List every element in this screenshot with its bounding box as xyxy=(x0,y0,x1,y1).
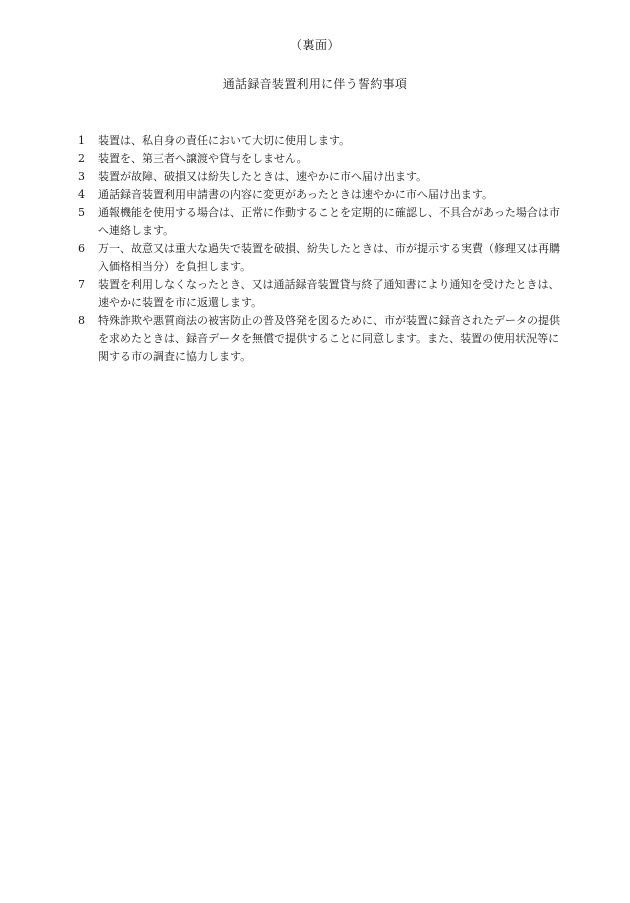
pledge-list xyxy=(78,132,570,366)
pledge-text: 通報機能を使用する場合は、正常に作動することを定期的に確認し、不具合があった場合は市へ連絡します。 xyxy=(98,206,560,237)
document-title: 通話録音装置利用に伴う誓約事項 xyxy=(222,77,408,91)
pledge-text: 装置が故障、破損又は紛失したときは、速やかに市へ届け出ます。 xyxy=(98,170,428,183)
pledge-number: 8 xyxy=(78,314,85,327)
pledge-item-8 xyxy=(78,312,570,366)
pledge-item-4 xyxy=(78,186,570,204)
pledge-number: 3 xyxy=(78,170,85,183)
pledge-item-2 xyxy=(78,150,570,168)
pledge-number: 7 xyxy=(78,278,85,291)
pledge-text: 通話録音装置利用申請書の内容に変更があったときは速やかに市へ届け出ます。 xyxy=(98,188,494,201)
pledge-text: 特殊詐欺や悪質商法の被害防止の普及啓発を図るために、市が装置に録音されたデータの提供を求めたときは、録音データを無償で提供することに同意します。また、装置の使用状況等に関する市の調査に協力します。 xyxy=(98,314,560,363)
page-side-label: （裏面） xyxy=(289,38,340,52)
pledge-item-5 xyxy=(78,204,570,240)
pledge-item-1 xyxy=(78,132,570,150)
pledge-item-7 xyxy=(78,276,570,312)
pledge-item-6 xyxy=(78,240,570,276)
pledge-number: 1 xyxy=(78,134,85,147)
pledge-number: 5 xyxy=(78,206,85,219)
pledge-item-3 xyxy=(78,168,570,186)
pledge-text: 装置は、私自身の責任において大切に使用します。 xyxy=(98,134,351,147)
pledge-number: 6 xyxy=(78,242,85,255)
pledge-text: 装置を、第三者へ譲渡や貸与をしません。 xyxy=(98,152,308,165)
pledge-text: 万一、故意又は重大な過失で装置を破損、紛失したときは、市が提示する実費（修理又は再購入価格相当分）を負担します。 xyxy=(98,242,560,273)
pledge-number: 2 xyxy=(78,152,85,165)
pledge-text: 装置を利用しなくなったとき、又は通話録音装置貸与終了通知書により通知を受けたときは、速やかに装置を市に返還します。 xyxy=(98,278,560,309)
pledge-number: 4 xyxy=(78,188,85,201)
